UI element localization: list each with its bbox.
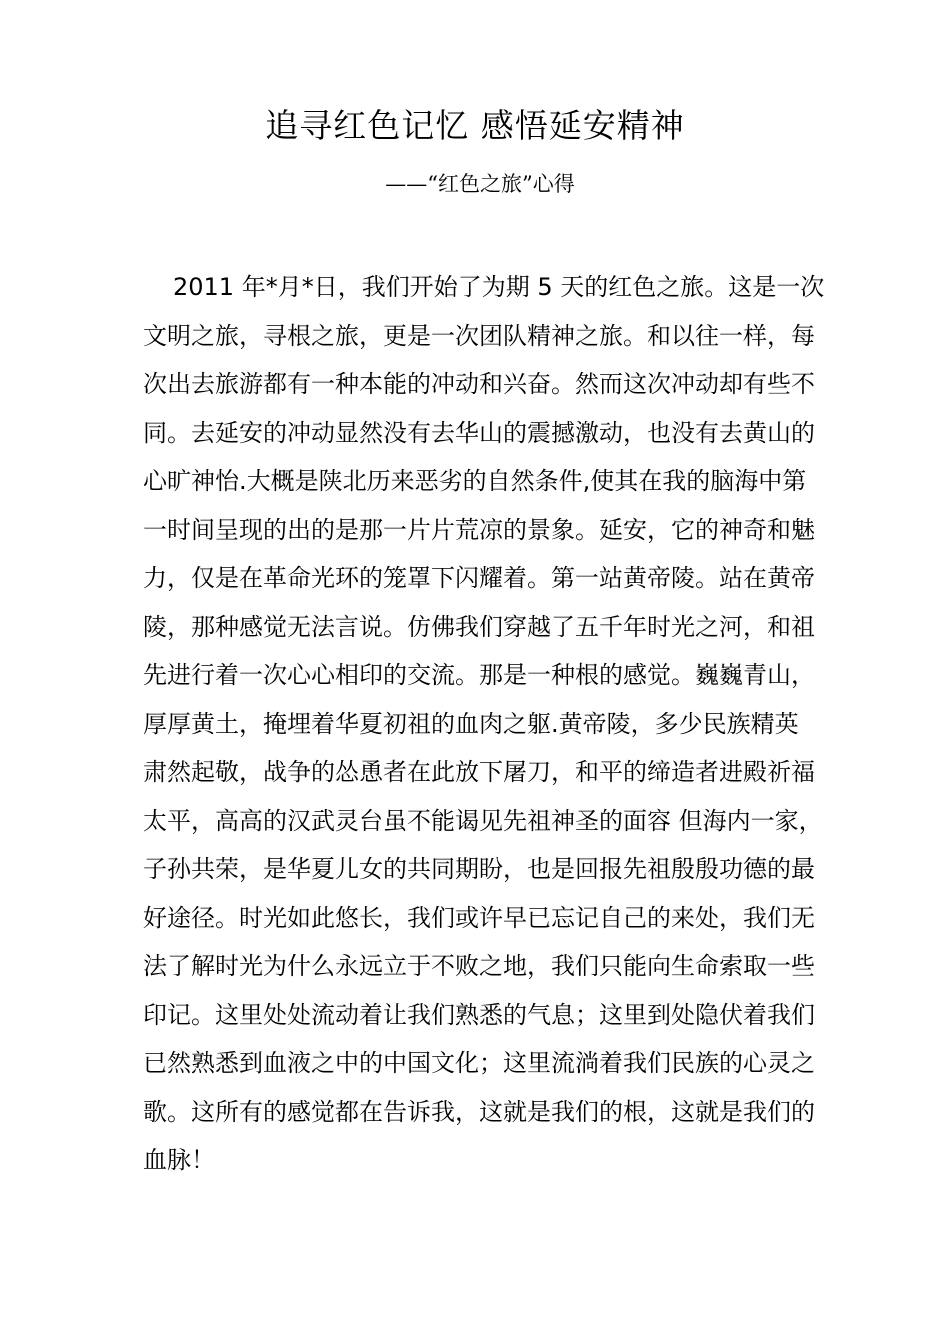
body-line: 心旷神怡.大概是陕北历来恶劣的自然条件,使其在我的脑海中第 [143, 467, 807, 495]
body-line: 太平，高高的汉武灵台虽不能谒见先祖神圣的面容 但海内一家， [143, 806, 823, 835]
body-line: 肃然起敬，战争的怂恿者在此放下屠刀，和平的缔造者进殿祈福 [143, 758, 815, 786]
body-line: 次出去旅游都有一种本能的冲动和兴奋。然而这次冲动却有些不 [143, 370, 815, 398]
body-line: 力，仅是在革命光环的笼罩下闪耀着。第一站黄帝陵。站在黄帝 [143, 564, 815, 592]
document-title: 追寻红色记忆 感悟延安精神 [265, 106, 685, 145]
body-line: 文明之旅，寻根之旅，更是一次团队精神之旅。和以往一样，每 [143, 321, 815, 350]
body-line: 一时间呈现的出的是那一片片荒凉的景象。延安，它的神奇和魅 [143, 515, 815, 544]
body-line: 同。去延安的冲动显然没有去华山的震撼激动，也没有去黄山的 [143, 418, 815, 447]
body-line: 印记。这里处处流动着让我们熟悉的气息；这里到处隐伏着我们 [143, 1000, 815, 1029]
body-line: 血脉！ [143, 1146, 215, 1174]
body-line: 已然熟悉到血液之中的中国文化；这里流淌着我们民族的心灵之 [143, 1049, 815, 1077]
body-line: 法了解时光为什么永远立于不败之地，我们只能向生命索取一些 [143, 952, 815, 980]
body-line: 2011 年*月*日，我们开始了为期 5 天的红色之旅。这是一次 [173, 273, 825, 301]
body-line: 先进行着一次心心相印的交流。那是一种根的感觉。巍巍青山， [143, 661, 815, 689]
body-paragraph [143, 263, 825, 1185]
body-line: 歌。这所有的感觉都在告诉我，这就是我们的根，这就是我们的 [143, 1097, 815, 1126]
document-subtitle: ——“红色之旅”心得 [385, 172, 575, 196]
body-line: 厚厚黄土，掩埋着华夏初祖的血肉之躯.黄帝陵，多少民族精英 [143, 709, 799, 738]
body-line: 子孙共荣，是华夏儿女的共同期盼，也是回报先祖殷殷功德的最 [143, 855, 815, 883]
body-line: 陵，那种感觉无法言说。仿佛我们穿越了五千年时光之河，和祖 [143, 612, 815, 641]
body-line: 好途径。时光如此悠长，我们或许早已忘记自己的来处，我们无 [143, 903, 815, 932]
